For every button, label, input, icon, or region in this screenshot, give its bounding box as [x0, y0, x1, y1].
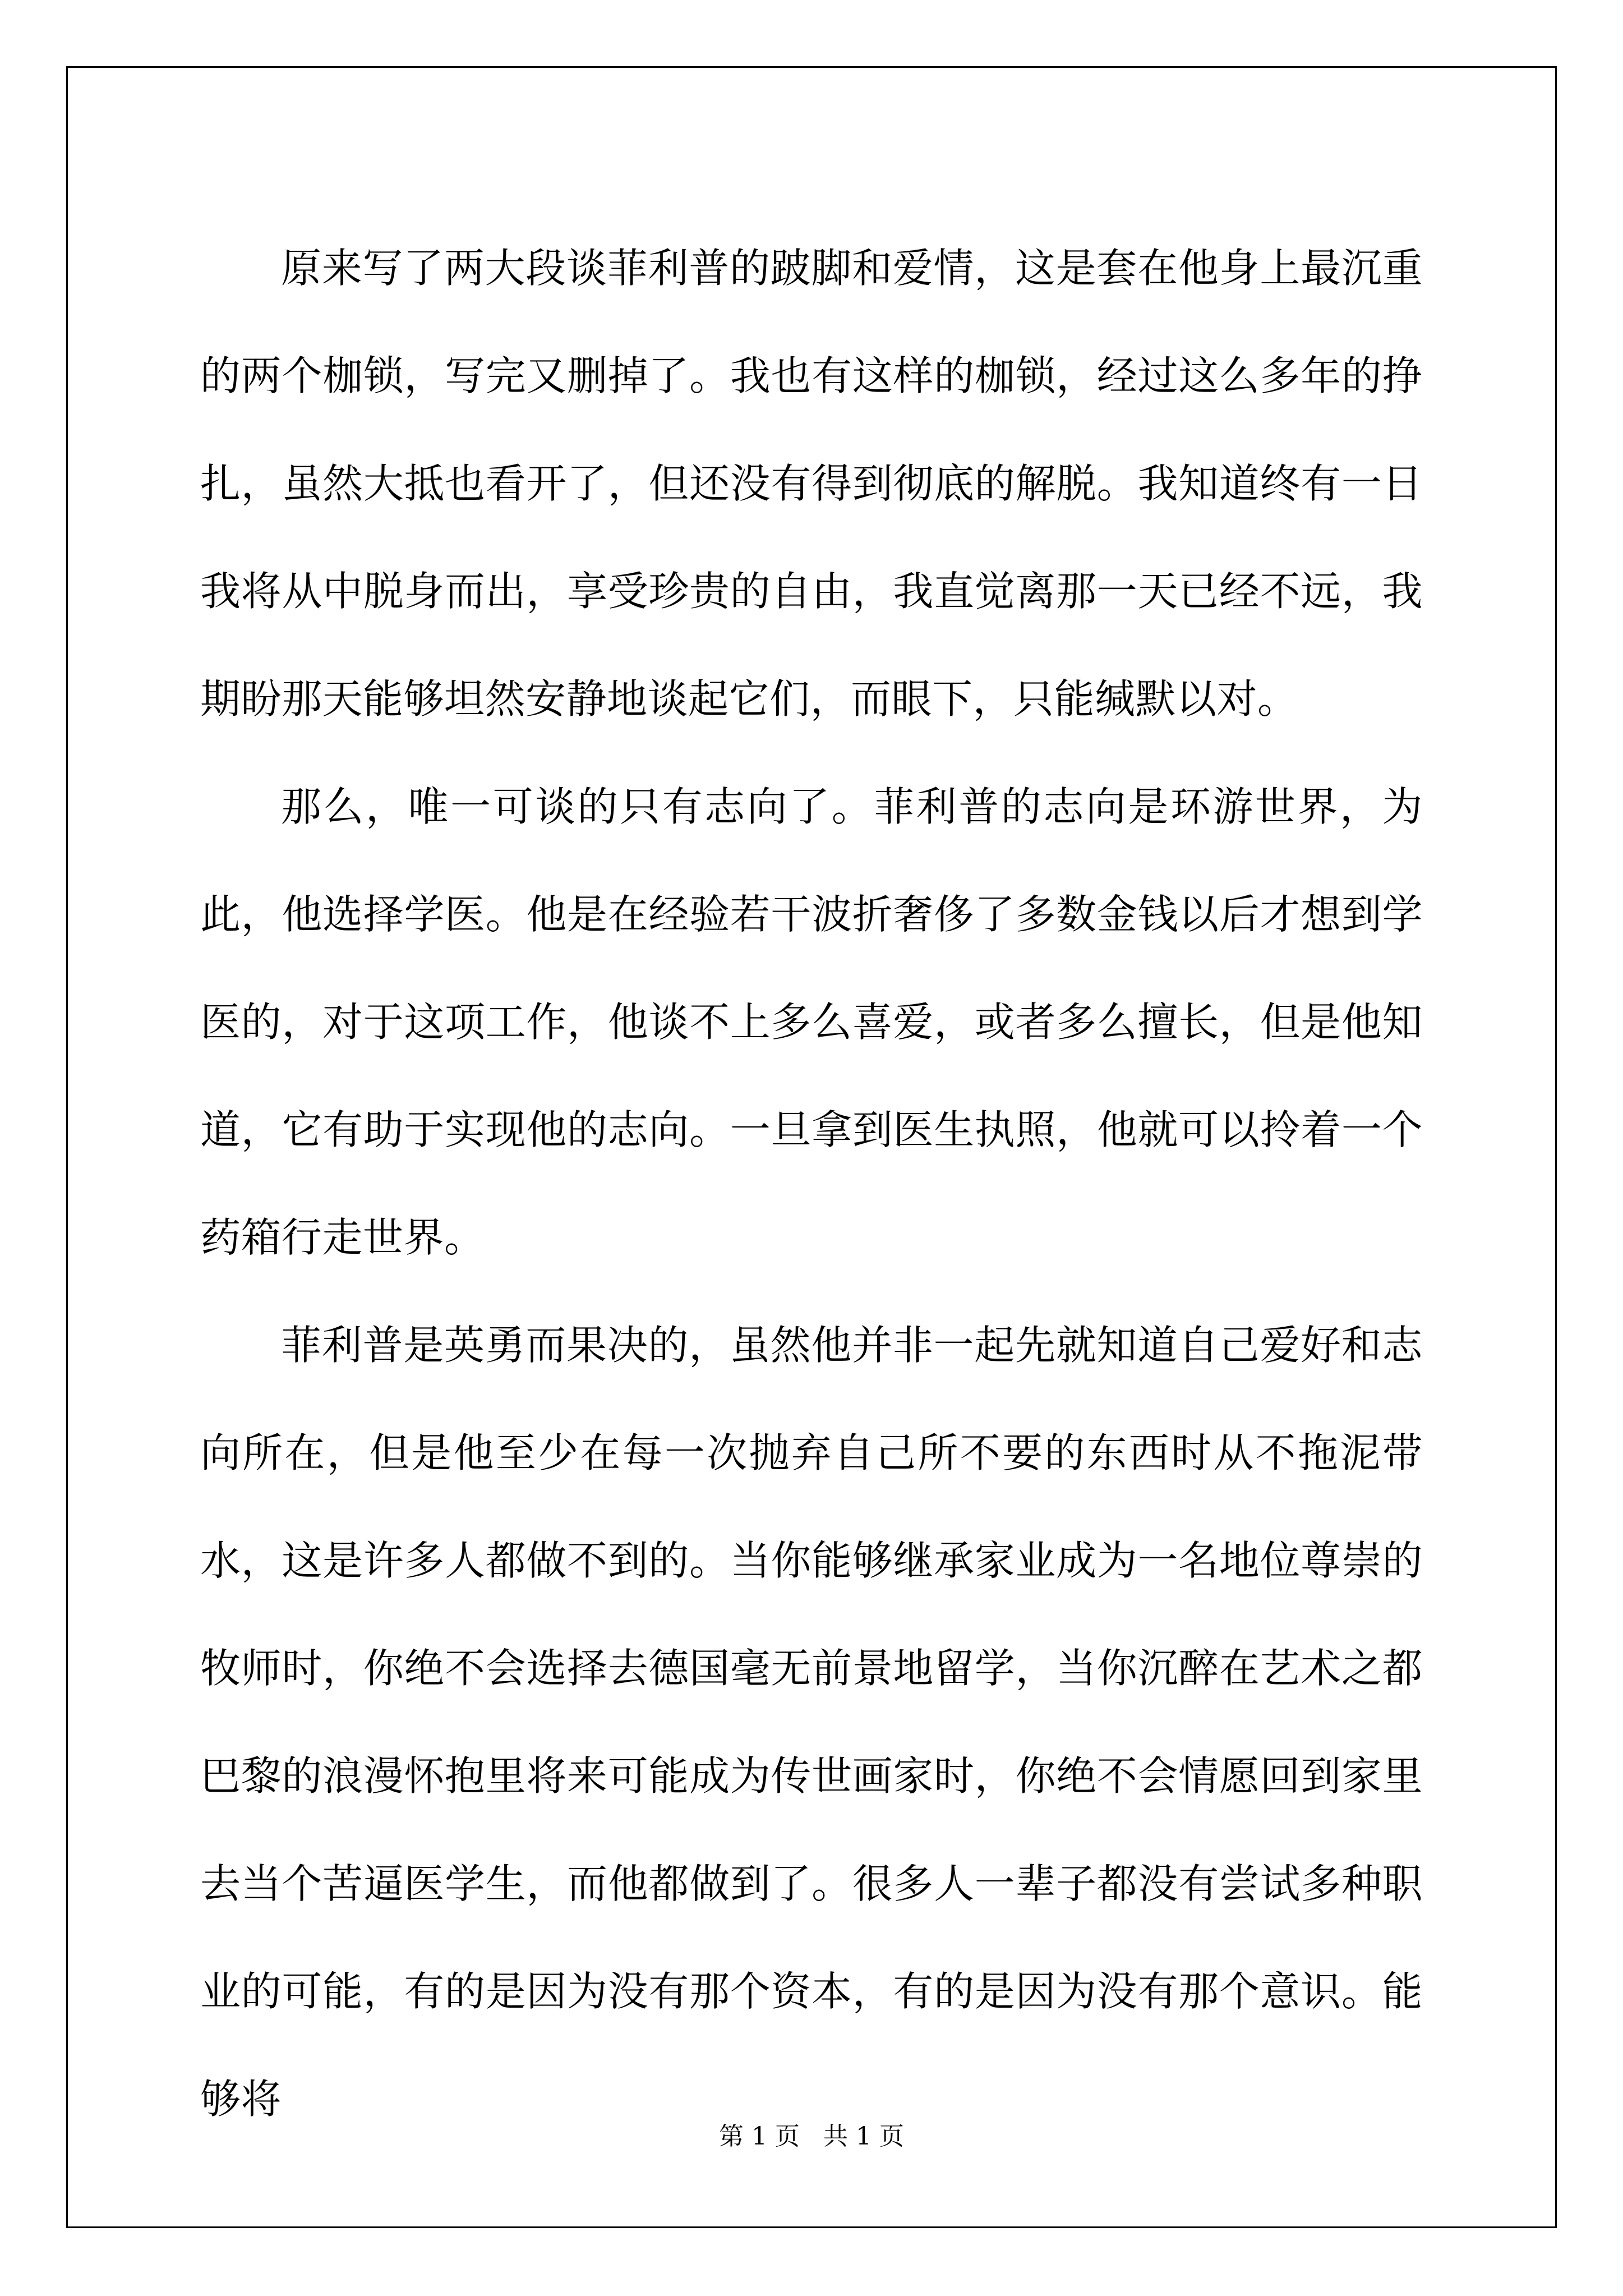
paragraph-1: 原来写了两大段谈菲利普的跛脚和爱情，这是套在他身上最沉重的两个枷锁，写完又删掉了。我也有这样的枷锁，经过这么多年的挣扎，虽然大抵也看开了，但还没有得到彻底的解脱。我知道终有一日我将从中脱身而出，享受珍贵的自由，我直觉离那一天已经不远，我期盼那天能够坦然安静地谈起它们，而眼下，只能缄默以对。 [200, 245, 1423, 723]
document-body [200, 214, 1423, 2153]
page-footer: 第 1 页 共 1 页 [719, 2122, 904, 2151]
paragraph-2: 那么，唯一可谈的只有志向了。菲利普的志向是环游世界，为此，他选择学医。他是在经验若干波折奢侈了多数金钱以后才想到学医的，对于这项工作，他谈不上多么喜爱，或者多么擅长，但是他知道，它有助于实现他的志向。一旦拿到医生执照，他就可以拎着一个药箱行走世界。 [200, 783, 1423, 1261]
paragraph-3: 菲利普是英勇而果决的，虽然他并非一起先就知道自己爱好和志向所在，但是他至少在每一次抛弃自己所不要的东西时从不拖泥带水，这是许多人都做不到的。当你能够继承家业成为一名地位尊崇的牧师时，你绝不会选择去德国毫无前景地留学，当你沉醉在艺术之都巴黎的浪漫怀抱里将来可能成为传世画家时，你绝不会情愿回到家里去当个苦逼医学生，而他都做到了。很多人一辈子都没有尝试多种职业的可能，有的是因为没有那个资本，有的是因为没有那个意识。能够将 [200, 1322, 1423, 2123]
